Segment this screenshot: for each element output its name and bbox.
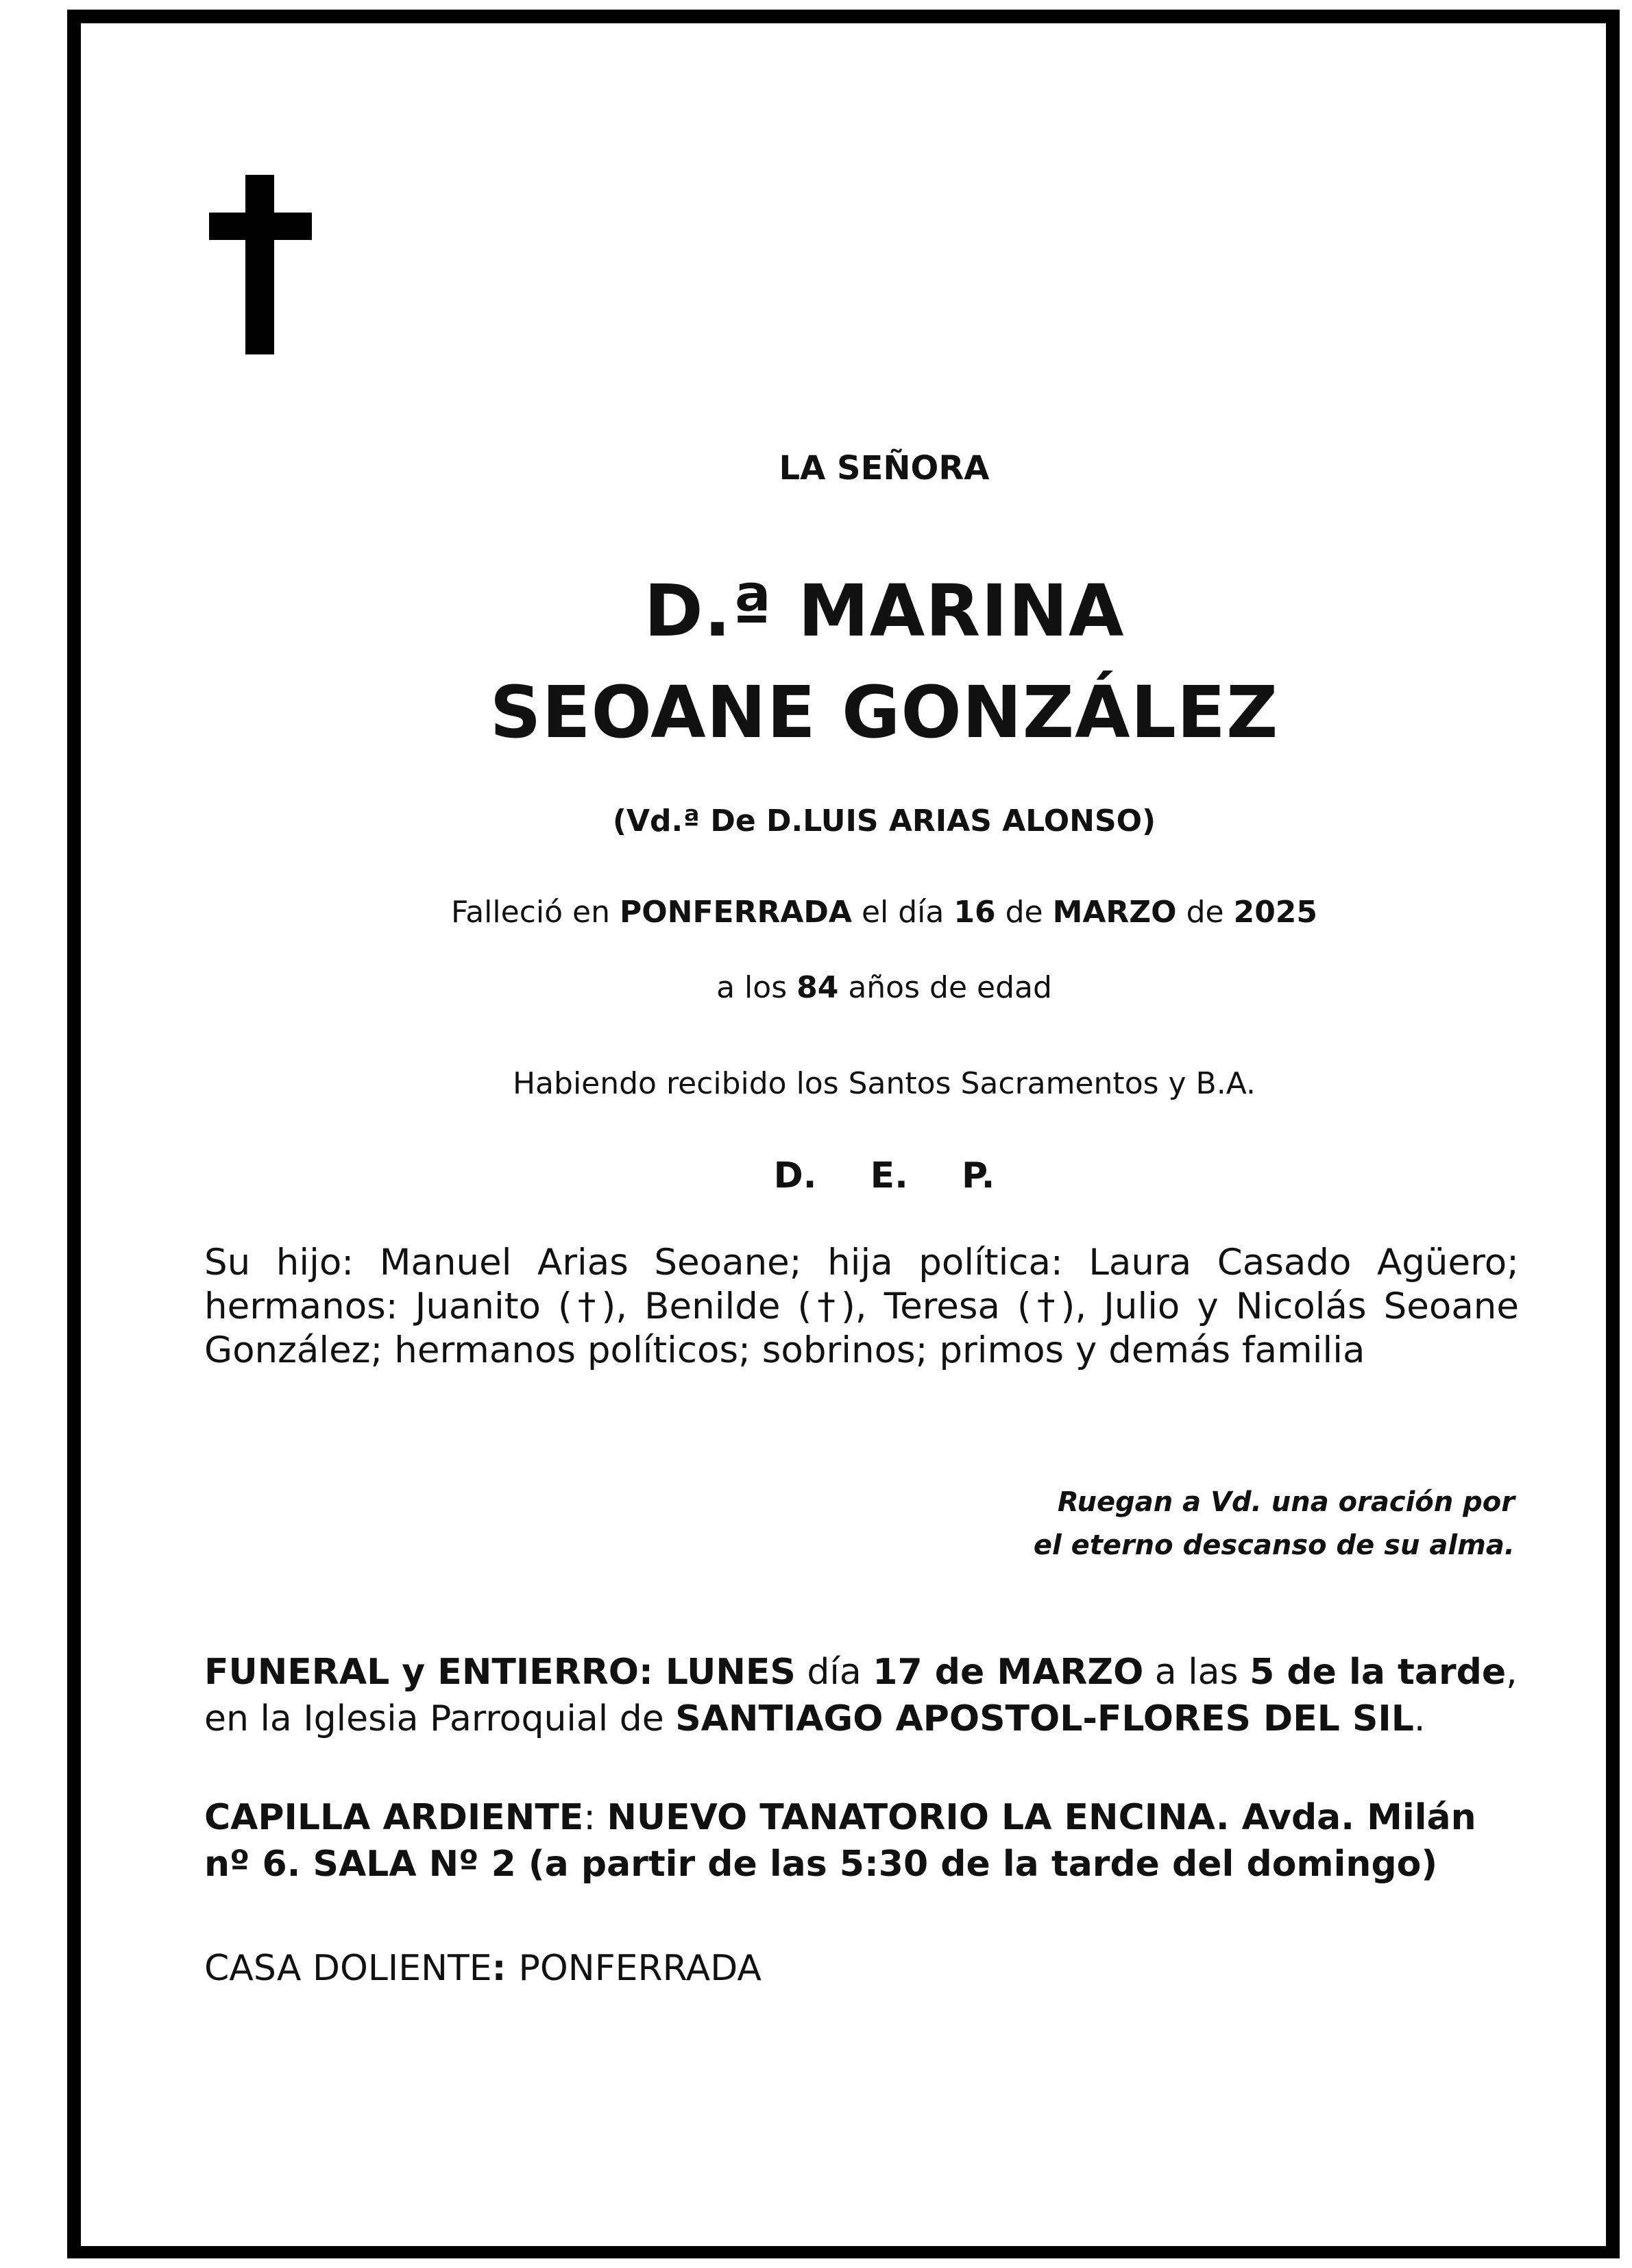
funeral-info: FUNERAL y ENTIERRO: LUNES día 17 de MARZO a las 5 de la tarde, en la Iglesia Parroquial de SANTIAGO APOSTOL-FLORES DEL SIL. bbox=[204, 1652, 1518, 1739]
chapel-info: CAPILLA ARDIENTE: NUEVO TANATORIO LA ENCINA. Avda. Milán nº 6. SALA Nº 2 (a partir de las 5:30 de la tarde del domingo) bbox=[204, 1797, 1476, 1885]
prayer-request bbox=[891, 1481, 1515, 1567]
cross-icon bbox=[209, 175, 312, 354]
funeral-time: 5 de la tarde bbox=[1250, 1652, 1507, 1693]
sacraments-line: Habiendo recibido los Santos Sacramentos y B.A. bbox=[512, 1066, 1256, 1101]
title: LA SEÑORA bbox=[779, 449, 990, 487]
chapel-details: NUEVO TANATORIO LA ENCINA. Avda. Milán nº 6. SALA Nº 2 (a partir de las 5:30 de la tarde del domingo) bbox=[204, 1797, 1476, 1885]
funeral-date: 17 de MARZO bbox=[873, 1652, 1144, 1693]
death-line: Falleció en PONFERRADA el día 16 de MARZO de 2025 bbox=[450, 895, 1318, 930]
house-info: CASA DOLIENTE: PONFERRADA bbox=[204, 1948, 762, 1989]
death-year: 2025 bbox=[1233, 895, 1318, 930]
prayer-line2: el eterno descanso de su alma. bbox=[1033, 1530, 1515, 1561]
funeral-church: SANTIAGO APOSTOL-FLORES DEL SIL bbox=[675, 1698, 1414, 1739]
chapel-label: CAPILLA ARDIENTE bbox=[204, 1797, 584, 1838]
house-label: CASA DOLIENTE bbox=[204, 1948, 492, 1989]
rip: D. E. P. bbox=[773, 1155, 995, 1196]
family-list: Su hijo: Manuel Arias Seoane; hija política: Laura Casado Agüero; hermanos: Juanito (†), Benilde (†), Teresa (†), Julio y Nicolás Seoane González; hermanos políticos; sobrinos; primos y demás familia bbox=[204, 1242, 1519, 1371]
deceased-name-line2: SEOANE GONZÁLEZ bbox=[489, 671, 1279, 754]
death-day: 16 bbox=[953, 895, 996, 930]
funeral-label: FUNERAL y ENTIERRO: LUNES bbox=[204, 1652, 796, 1693]
widow-of: (Vd.ª De D.LUIS ARIAS ALONSO) bbox=[612, 804, 1156, 839]
deceased-name-line1: D.ª MARINA bbox=[644, 569, 1125, 653]
death-month: MARZO bbox=[1052, 895, 1177, 930]
age-line: a los 84 años de edad bbox=[716, 970, 1052, 1005]
prayer-line1: Ruegan a Vd. una oración por bbox=[1057, 1486, 1515, 1518]
age-value: 84 bbox=[796, 970, 839, 1005]
house-value: PONFERRADA bbox=[518, 1948, 762, 1989]
death-place: PONFERRADA bbox=[619, 895, 852, 930]
